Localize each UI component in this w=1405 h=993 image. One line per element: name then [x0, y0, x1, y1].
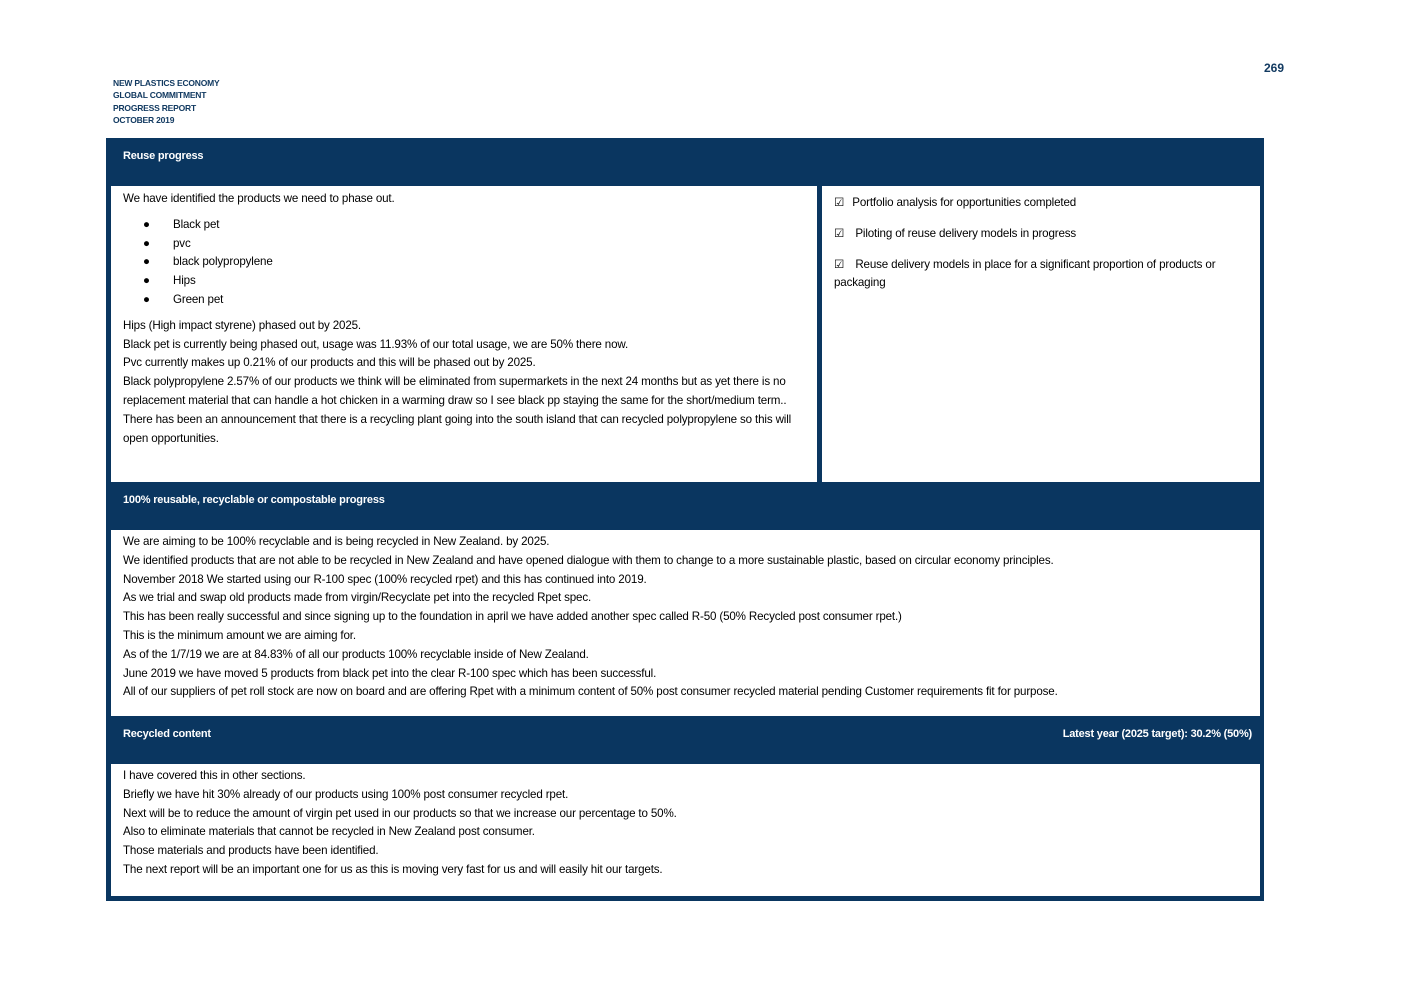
list-item: ● black polypropylene — [123, 253, 805, 272]
recyclable-details-panel — [111, 530, 1260, 716]
text-line: The next report will be an important one for us as this is moving very fast for us and will easily hit our targets. — [123, 862, 663, 876]
checkbox-checked-icon: ☑ — [834, 196, 845, 209]
report-header-line: PROGRESS REPORT — [113, 102, 196, 113]
recycled-content-section-title: Recycled content — [123, 728, 211, 740]
bullet-icon: ● — [143, 255, 150, 269]
text-line: We are aiming to be 100% recyclable and is being recycled in New Zealand. by 2025. — [123, 535, 550, 548]
text-line: This has been really successful and since signing up to the foundation in april we have added another spec called R-50 (50% Recycled post consumer rpet.) — [123, 610, 902, 624]
report-header-line: OCTOBER 2019 — [113, 115, 175, 126]
latest-year-value: Latest year (2025 target): 30.2% (50%) — [1062, 728, 1252, 740]
text-line: Also to eliminate materials that cannot be recycled in New Zealand post consumer. — [123, 825, 535, 839]
text-line: All of our suppliers of pet roll stock are now on board and are offering Rpet with a minimum content of 50% post consumer recycled material pending Customer requirements fit for purpose. — [123, 685, 1058, 699]
checklist-item: ☑ Piloting of reuse delivery models in progress — [834, 226, 1077, 240]
report-header-line: NEW PLASTICS ECONOMY — [113, 78, 220, 88]
reuse-details-panel — [111, 186, 817, 482]
text-line: Next will be to reduce the amount of virgin pet used in our products so that we increase our percentage to 50%. — [123, 806, 677, 820]
checklist-item: ☑ Reuse delivery models in place for a significant proportion of products or packaging — [834, 257, 1216, 290]
checkbox-checked-icon: ☑ — [834, 226, 845, 240]
reuse-paragraph: Black polypropylene 2.57% of our products we think will be eliminated from supermarkets in the next 24 months but as yet there is no replacement material that can handle a hot chicken in a warming draw so I see black pp staying the same for the short/medium term.. — [123, 375, 787, 407]
reuse-paragraph: Black pet is currently being phased out, usage was 11.93% of our total usage, we are 50% there now. — [123, 337, 629, 351]
checklist-item: ☑ Portfolio analysis for opportunities completed — [834, 196, 1077, 209]
phase-out-list — [123, 216, 805, 310]
list-item: ● Hips — [123, 272, 805, 291]
reuse-paragraph: Hips (High impact styrene) phased out by 2025. — [123, 318, 361, 332]
text-line: As we trial and swap old products made from virgin/Recyclate pet into the recycled Rpet spec. — [123, 591, 592, 605]
bullet-icon: ● — [143, 236, 150, 250]
text-line: We identified products that are not able to be recycled in New Zealand and have opened dialogue with them to change to a more sustainable plastic, based on circular economy principles. — [123, 553, 1054, 567]
recycled-content-details-panel — [111, 764, 1260, 896]
report-table — [106, 138, 1264, 901]
checkbox-checked-icon: ☑ — [834, 257, 845, 271]
page-number: 269 — [1264, 61, 1285, 75]
reuse-section-header — [106, 138, 1264, 184]
text-line: As of the 1/7/19 we are at 84.83% of all our products 100% recyclable inside of New Zealand. — [123, 647, 589, 661]
reuse-paragraph: Pvc currently makes up 0.21% of our products and this will be phased out by 2025. — [123, 356, 536, 370]
bullet-icon: ● — [143, 217, 150, 231]
list-item: ● pvc — [123, 235, 805, 254]
list-item: ● Green pet — [123, 291, 805, 310]
report-header — [113, 77, 220, 127]
recycled-content-section-header — [106, 716, 1264, 762]
text-line: Briefly we have hit 30% already of our products using 100% post consumer recycled rpet. — [123, 787, 569, 801]
text-line: I have covered this in other sections. — [123, 769, 306, 782]
text-line: June 2019 we have moved 5 products from black pet into the clear R-100 spec which has been successful. — [123, 666, 657, 680]
text-line: November 2018 We started using our R-100 spec (100% recycled rpet) and this has continued into 2019. — [123, 572, 647, 586]
recyclable-section-header — [106, 482, 1264, 528]
reuse-section-title: Reuse progress — [123, 150, 204, 162]
recyclable-section-title: 100% reusable, recyclable or compostable progress — [123, 494, 385, 506]
reuse-checklist-panel — [822, 186, 1260, 482]
list-item: ● Black pet — [123, 216, 805, 235]
bullet-icon: ● — [143, 292, 150, 306]
reuse-paragraph: There has been an announcement that there is a recycling plant going into the south island that can recycled polypropylene so this will open opportunities. — [123, 412, 792, 445]
text-line: This is the minimum amount we are aiming for. — [123, 628, 356, 642]
report-header-line: GLOBAL COMMITMENT — [113, 90, 207, 101]
bullet-icon: ● — [143, 274, 150, 288]
reuse-intro: We have identified the products we need to phase out. — [123, 192, 395, 205]
text-line: Those materials and products have been identified. — [123, 844, 379, 858]
